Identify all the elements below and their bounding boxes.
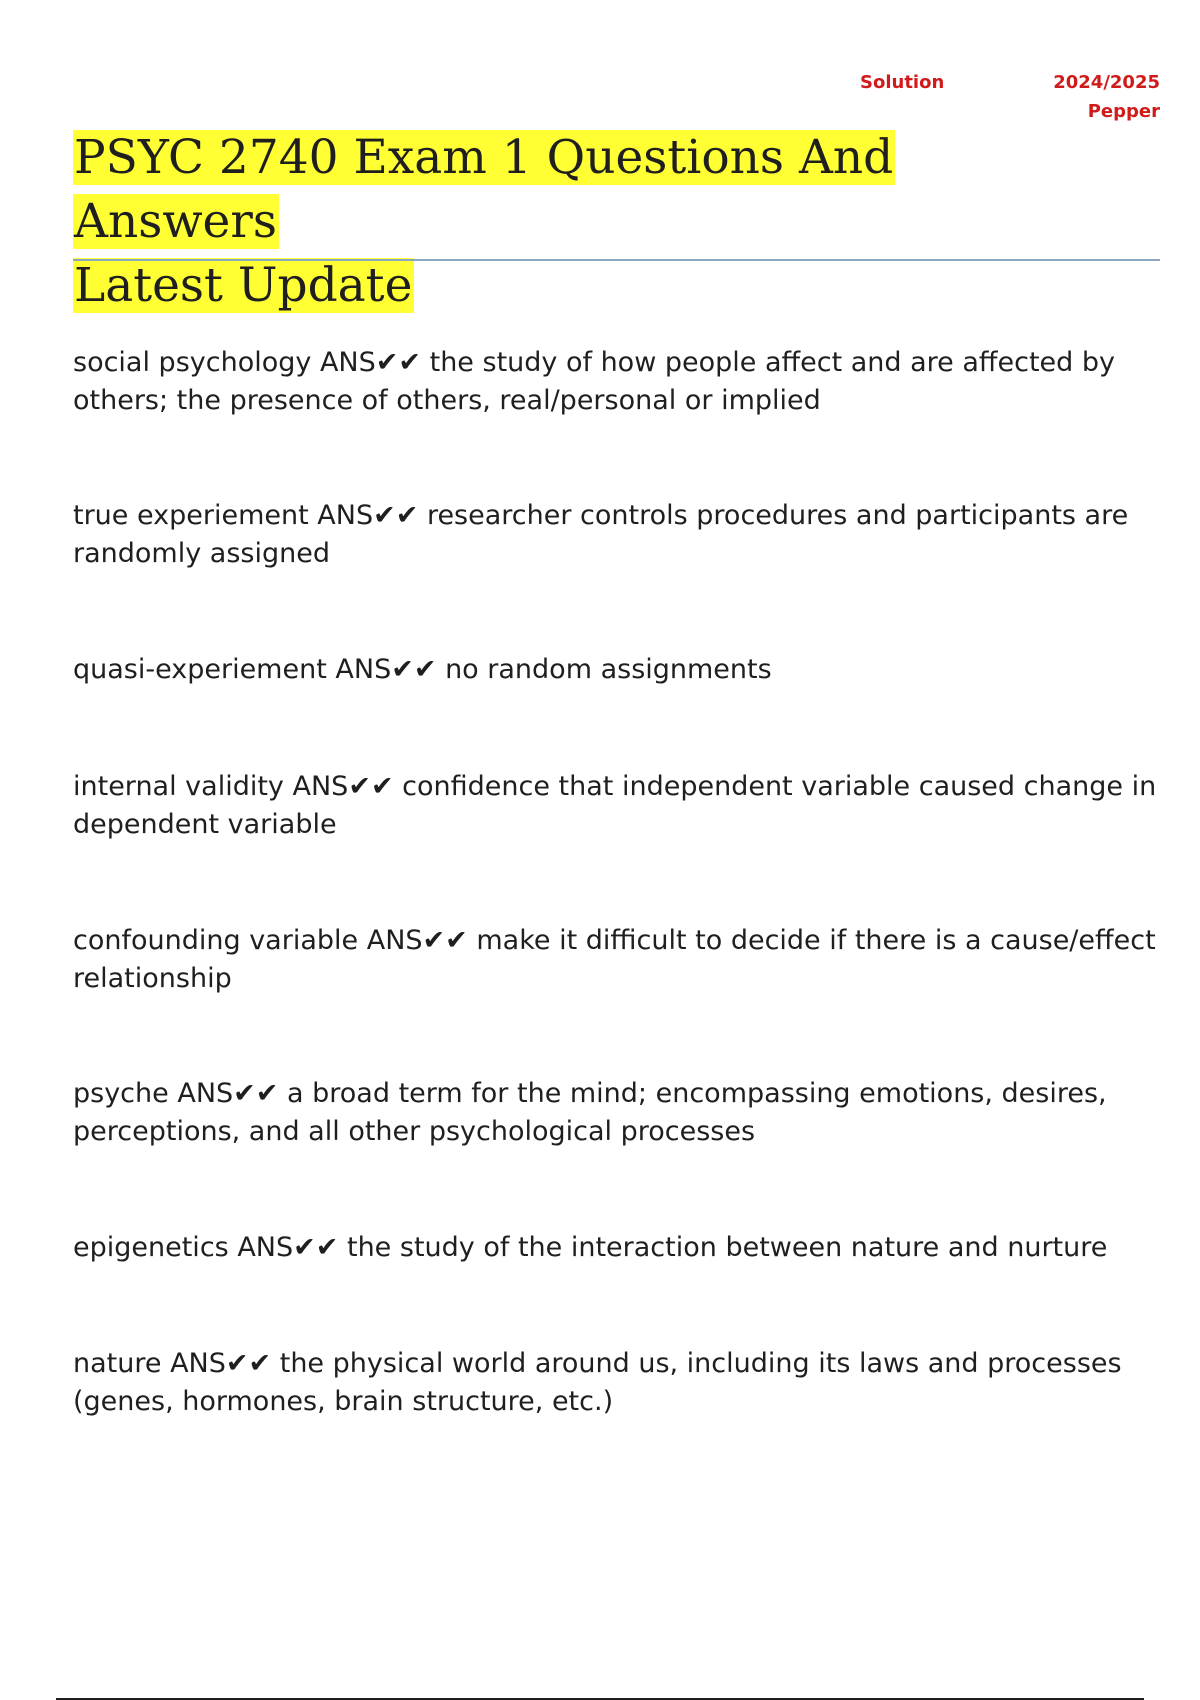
qa-answer-marker: ANS✔✔: [319, 347, 422, 378]
qa-item-psyche: [73, 1075, 1163, 1151]
page-title: [73, 126, 1073, 318]
qa-item-nature: [73, 1345, 1163, 1421]
qa-item-social-psychology: [73, 344, 1163, 420]
qa-answer: confidence that independent variable caused change in dependent variable: [73, 771, 1165, 840]
qa-answer: no random assignments: [445, 654, 772, 685]
qa-term: epigenetics: [73, 1232, 229, 1263]
qa-answer-marker: ANS✔✔: [317, 500, 419, 531]
qa-answer-marker: ANS✔✔: [335, 654, 437, 685]
qa-answer-marker: ANS✔✔: [170, 1348, 272, 1379]
title-line-1: PSYC 2740 Exam 1 Questions And Answers: [74, 130, 894, 249]
qa-term: psyche: [73, 1078, 169, 1109]
qa-answer: the study of how people affect and are affected by others; the presence of others, real/personal or implied: [73, 347, 1124, 416]
qa-answer-marker: ANS✔✔: [177, 1078, 279, 1109]
qa-term: social psychology: [73, 347, 312, 378]
qa-answer: the physical world around us, including its laws and processes (genes, hormones, brain structure, etc.): [73, 1348, 1131, 1417]
qa-answer: a broad term for the mind; encompassing emotions, desires, perceptions, and all other psychological processes: [73, 1078, 1116, 1147]
qa-term: nature: [73, 1348, 162, 1379]
author-label: Pepper: [1087, 101, 1160, 122]
qa-item-confounding-variable: [73, 922, 1163, 998]
title-divider: [73, 259, 1160, 261]
qa-answer-marker: ANS✔✔: [366, 925, 468, 956]
qa-item-quasi-experiement: [73, 651, 1163, 689]
qa-term: quasi-experiement: [73, 654, 327, 685]
qa-answer: make it difficult to decide if there is a cause/effect relationship: [73, 925, 1165, 994]
qa-term: true experiement: [73, 500, 309, 531]
qa-answer: the study of the interaction between nature and nurture: [346, 1232, 1108, 1263]
qa-answer-marker: ANS✔✔: [237, 1232, 339, 1263]
qa-term: internal validity: [73, 771, 284, 802]
qa-item-epigenetics: [73, 1229, 1163, 1267]
qa-item-internal-validity: [73, 768, 1163, 844]
title-line-2: Latest Update: [74, 258, 413, 313]
qa-answer-marker: ANS✔✔: [292, 771, 394, 802]
qa-term: confounding variable: [73, 925, 359, 956]
solution-label: Solution: [860, 72, 945, 93]
qa-item-true-experiement: [73, 497, 1163, 573]
header-meta: [860, 72, 1160, 132]
year-label: 2024/2025: [1053, 72, 1160, 93]
qa-answer: researcher controls procedures and participants are randomly assigned: [73, 500, 1137, 569]
